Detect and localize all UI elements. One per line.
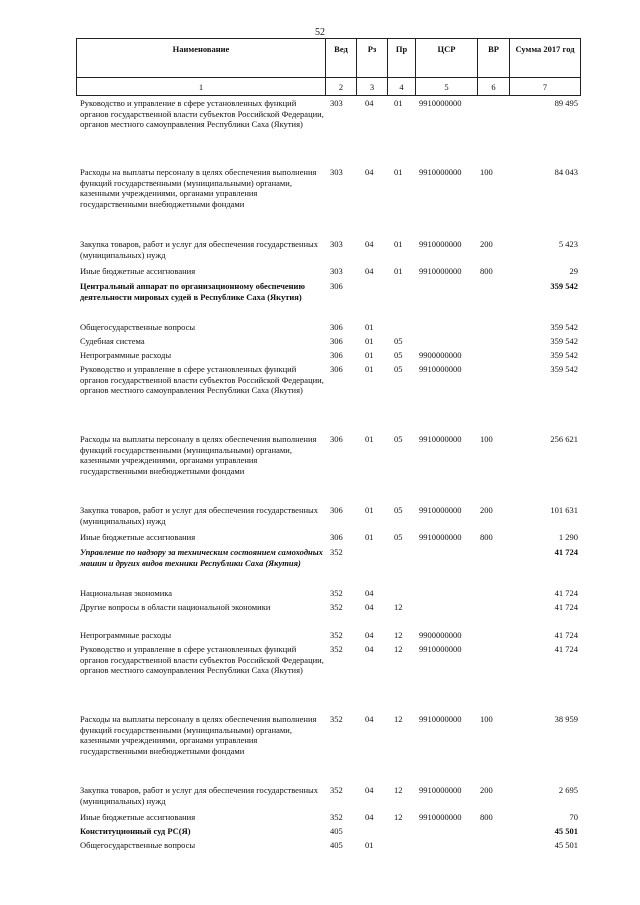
- cell-csr: 9910000000: [419, 364, 462, 374]
- header-ved: Вед: [334, 44, 348, 54]
- header-csr: ЦСР: [437, 44, 456, 54]
- cell-ved: 352: [330, 785, 343, 795]
- cell-rz: 04: [365, 630, 374, 640]
- cell-pr: 05: [394, 434, 403, 444]
- cell-name: Управление по надзору за техническим состоянием самоходных машин и других видов техники Республики Саха (Якутия): [80, 547, 323, 568]
- cell-name: Закупка товаров, работ и услуг для обеспечения государственных (муниципальных) нужд: [80, 239, 319, 260]
- cell-name: Иные бюджетные ассигнования: [80, 812, 196, 822]
- cell-sum: 70: [569, 812, 578, 822]
- header-pr: Пр: [395, 44, 408, 54]
- cell-ved: 303: [330, 167, 343, 177]
- cell-name: Другие вопросы в области национальной экономики: [80, 602, 271, 612]
- cell-pr: 05: [394, 336, 403, 346]
- cell-csr: 9910000000: [419, 239, 462, 249]
- col-number: 7: [542, 82, 548, 92]
- cell-name: Общегосударственные вопросы: [80, 322, 196, 332]
- cell-ved: 306: [330, 281, 343, 291]
- cell-sum: 101 631: [550, 505, 578, 515]
- cell-sum: 45 501: [554, 826, 578, 836]
- cell-name: Непрограммные расходы: [80, 630, 172, 640]
- cell-ved: 306: [330, 350, 343, 360]
- cell-name: Иные бюджетные ассигнования: [80, 266, 196, 276]
- cell-ved: 352: [330, 602, 343, 612]
- cell-name: Расходы на выплаты персоналу в целях обеспечения выполнения функций государственными (муниципальными) органами, казенными учреждениями, органами управления государственными внебюджетными фондами: [80, 167, 317, 209]
- cell-csr: 9910000000: [419, 714, 462, 724]
- cell-ved: 352: [330, 644, 343, 654]
- cell-name: Руководство и управление в сфере установленных функций органов государственной власти субъектов Российской Федерации, органов местного самоуправления Республики Саха (Якутия): [80, 644, 324, 676]
- col-number: 2: [338, 82, 344, 92]
- cell-csr: 9910000000: [419, 434, 462, 444]
- cell-pr: 12: [394, 812, 403, 822]
- cell-pr: 05: [394, 532, 403, 542]
- cell-name: Центральный аппарат по организационному обеспечению деятельности мировых судей в Республике Саха (Якутия): [80, 281, 305, 302]
- cell-name: Закупка товаров, работ и услуг для обеспечения государственных (муниципальных) нужд: [80, 785, 319, 806]
- cell-csr: 9910000000: [419, 812, 462, 822]
- cell-vr: 800: [480, 266, 493, 276]
- cell-sum: 29: [569, 266, 578, 276]
- cell-csr: 9910000000: [419, 98, 462, 108]
- cell-vr: 100: [480, 714, 493, 724]
- col-number: 4: [399, 82, 404, 92]
- cell-name: Расходы на выплаты персоналу в целях обеспечения выполнения функций государственными (муниципальными) органами, казенными учреждениями, органами управления государственными внебюджетными фондами: [80, 714, 317, 756]
- cell-rz: 04: [365, 266, 374, 276]
- cell-csr: 9910000000: [419, 266, 462, 276]
- cell-sum: 84 043: [554, 167, 578, 177]
- cell-rz: 01: [365, 434, 374, 444]
- cell-rz: 01: [365, 364, 374, 374]
- cell-vr: 200: [480, 239, 493, 249]
- cell-name: Закупка товаров, работ и услуг для обеспечения государственных (муниципальных) нужд: [80, 505, 319, 526]
- cell-rz: 04: [365, 239, 374, 249]
- cell-name: Расходы на выплаты персоналу в целях обеспечения выполнения функций государственными (муниципальными) органами, казенными учреждениями, органами управления государственными внебюджетными фондами: [80, 434, 317, 476]
- cell-pr: 05: [394, 364, 403, 374]
- cell-sum: 359 542: [550, 281, 578, 291]
- cell-sum: 41 724: [554, 644, 578, 654]
- cell-pr: 01: [394, 167, 403, 177]
- cell-sum: 45 501: [554, 840, 578, 850]
- cell-sum: 41 724: [554, 588, 578, 598]
- cell-name: Непрограммные расходы: [80, 350, 172, 360]
- cell-rz: 04: [365, 644, 374, 654]
- cell-pr: 12: [394, 644, 403, 654]
- cell-sum: 359 542: [550, 336, 578, 346]
- cell-sum: 41 724: [554, 547, 578, 557]
- cell-sum: 2 695: [558, 785, 578, 795]
- cell-pr: 12: [394, 602, 403, 612]
- cell-csr: 9900000000: [419, 350, 462, 360]
- cell-sum: 41 724: [554, 630, 578, 640]
- cell-csr: 9910000000: [419, 785, 462, 795]
- cell-name: Иные бюджетные ассигнования: [80, 532, 196, 542]
- cell-csr: 9910000000: [419, 532, 462, 542]
- cell-rz: 04: [365, 602, 374, 612]
- cell-ved: 303: [330, 239, 343, 249]
- cell-rz: 01: [365, 505, 374, 515]
- cell-pr: 01: [394, 98, 403, 108]
- cell-name: Национальная экономика: [80, 588, 173, 598]
- col-number: 6: [491, 82, 496, 92]
- cell-ved: 352: [330, 630, 343, 640]
- cell-csr: 9910000000: [419, 644, 462, 654]
- cell-rz: 04: [365, 812, 374, 822]
- cell-name: Руководство и управление в сфере установленных функций органов государственной власти субъектов Российской Федерации, органов местного самоуправления Республики Саха (Якутия): [80, 98, 324, 130]
- cell-ved: 306: [330, 336, 343, 346]
- cell-ved: 352: [330, 547, 343, 557]
- page-number: 52: [315, 27, 325, 38]
- cell-csr: 9910000000: [419, 505, 462, 515]
- cell-sum: 359 542: [550, 364, 578, 374]
- cell-vr: 100: [480, 167, 493, 177]
- cell-rz: 01: [365, 322, 374, 332]
- cell-ved: 306: [330, 505, 343, 515]
- cell-sum: 359 542: [550, 322, 578, 332]
- col-number: 5: [444, 82, 449, 92]
- cell-sum: 256 621: [550, 434, 578, 444]
- cell-rz: 04: [365, 98, 374, 108]
- header-sum: Сумма 2017 год: [515, 44, 575, 54]
- cell-rz: 01: [365, 840, 374, 850]
- cell-rz: 04: [365, 588, 374, 598]
- cell-pr: 01: [394, 266, 403, 276]
- cell-rz: 01: [365, 350, 374, 360]
- cell-name: Общегосударственные вопросы: [80, 840, 196, 850]
- cell-pr: 01: [394, 239, 403, 249]
- cell-ved: 306: [330, 532, 343, 542]
- cell-sum: 5 423: [558, 239, 578, 249]
- cell-ved: 405: [330, 840, 343, 850]
- cell-pr: 12: [394, 714, 403, 724]
- cell-ved: 306: [330, 434, 343, 444]
- header-rz: Рз: [367, 44, 377, 54]
- cell-name: Судебная система: [80, 336, 145, 346]
- cell-vr: 100: [480, 434, 493, 444]
- cell-pr: 12: [394, 785, 403, 795]
- cell-ved: 405: [330, 826, 343, 836]
- cell-ved: 352: [330, 588, 343, 598]
- cell-vr: 200: [480, 785, 493, 795]
- cell-pr: 05: [394, 350, 403, 360]
- cell-rz: 01: [365, 336, 374, 346]
- cell-sum: 41 724: [554, 602, 578, 612]
- col-number: 1: [198, 82, 204, 92]
- cell-ved: 303: [330, 98, 343, 108]
- cell-rz: 04: [365, 167, 374, 177]
- cell-sum: 89 495: [554, 98, 578, 108]
- cell-ved: 352: [330, 714, 343, 724]
- cell-sum: 38 959: [554, 714, 578, 724]
- table-header: [76, 38, 581, 96]
- cell-pr: 12: [394, 630, 403, 640]
- cell-rz: 01: [365, 532, 374, 542]
- cell-rz: 04: [365, 785, 374, 795]
- cell-ved: 303: [330, 266, 343, 276]
- cell-vr: 800: [480, 532, 493, 542]
- cell-vr: 200: [480, 505, 493, 515]
- header-vr: ВР: [488, 44, 499, 54]
- cell-ved: 306: [330, 364, 343, 374]
- cell-sum: 1 290: [558, 532, 578, 542]
- cell-vr: 800: [480, 812, 493, 822]
- cell-csr: 9900000000: [419, 630, 462, 640]
- cell-name: Руководство и управление в сфере установленных функций органов государственной власти субъектов Российской Федерации, органов местного самоуправления Республики Саха (Якутия): [80, 364, 324, 396]
- cell-rz: 04: [365, 714, 374, 724]
- cell-ved: 306: [330, 322, 343, 332]
- cell-name: Конституционный суд РС(Я): [80, 826, 191, 836]
- cell-pr: 05: [394, 505, 403, 515]
- cell-csr: 9910000000: [419, 167, 462, 177]
- cell-ved: 352: [330, 812, 343, 822]
- cell-sum: 359 542: [550, 350, 578, 360]
- header-name: Наименование: [172, 44, 230, 54]
- col-number: 3: [369, 82, 375, 92]
